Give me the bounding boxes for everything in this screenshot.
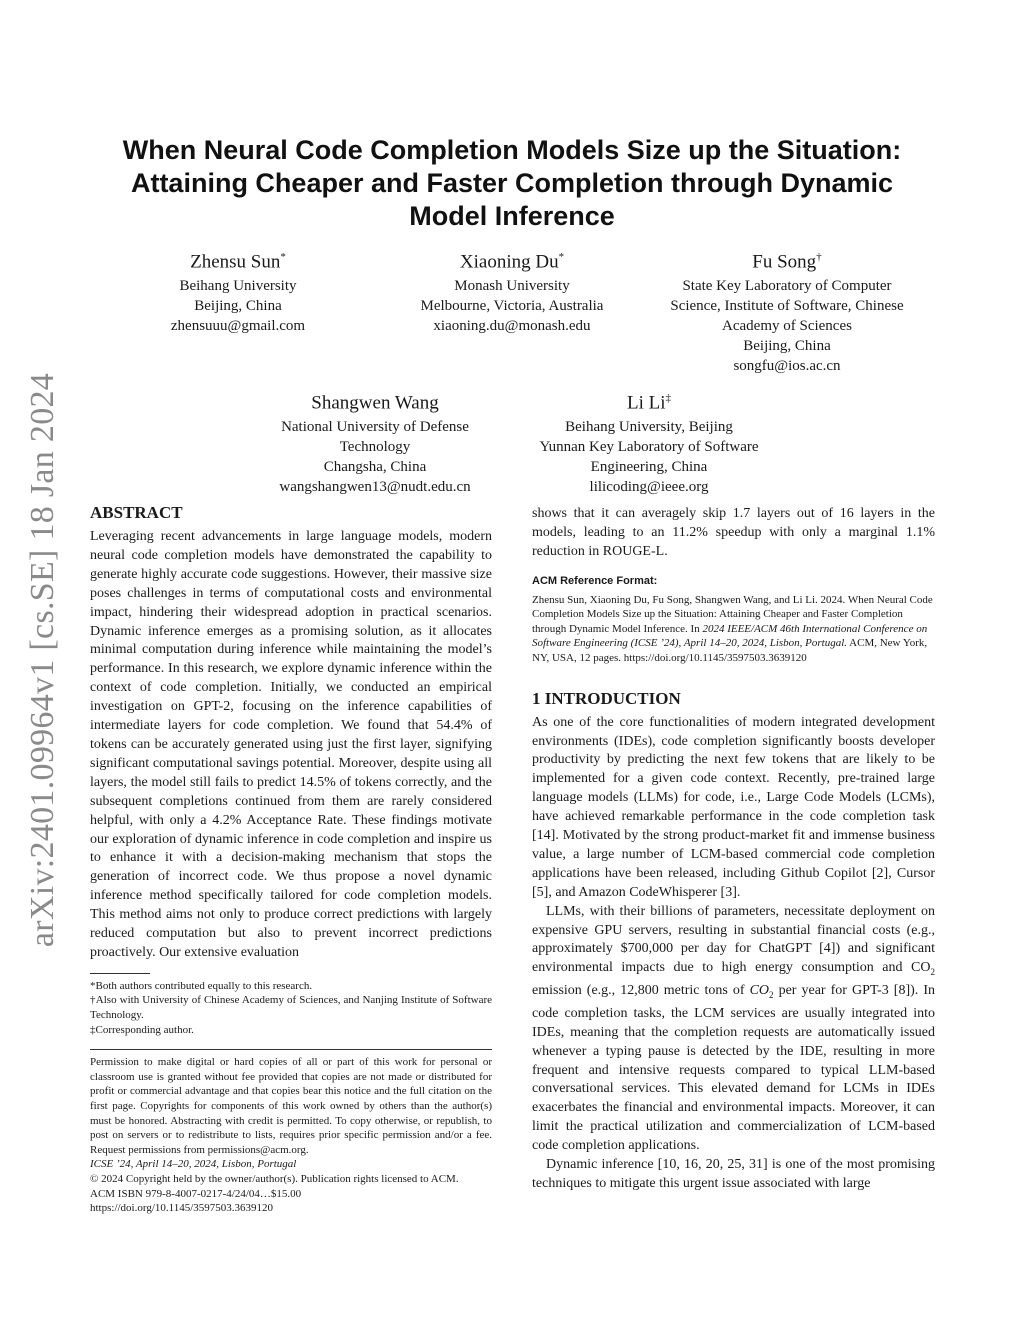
left-column bbox=[90, 502, 492, 1216]
author-location: Changsha, China bbox=[323, 459, 427, 476]
abstract-continuation: shows that it can averagely skip 1.7 layers out of 16 layers in the models, leading to an 11.2% speedup with only a marginal 1.1% reduction in ROUGE-L. bbox=[532, 506, 935, 559]
footnote-2: †Also with University of Chinese Academy of Sciences, and Nanjing Institute of Software Technology. bbox=[90, 994, 492, 1022]
author-affiliation: National University of Defense bbox=[281, 419, 469, 436]
author-email: songfu@ios.ac.cn bbox=[733, 358, 841, 375]
intro-paragraph-1: As one of the core functionalities of modern integrated development environments (IDEs), code completion significantly boosts developer productivity by predicting the next few tokens that are likely to be implemented for a given code context. Recently, pre-trained large language models (LLMs) for code, i.e., Large Code Models (LCMs), have achieved remarkable performance in the code completion task [14]. Motivated by the strong product-market fit and immense business value, a large number of LCM-based commercial code completion applications have been released, including Github Copilot [2], Cursor [5], and Amazon CodeWhisperer [3]. bbox=[532, 714, 935, 900]
acm-reference-heading: ACM Reference Format: bbox=[532, 574, 658, 587]
author-name: Li Li bbox=[626, 392, 666, 414]
intro-paragraph-2: LLMs, with their billions of parameters, necessitate deployment on expensive GPU servers, resulting in substantial financial costs (e.g., approximately $700,000 per day for ChatGPT [4]) and significant environmental impacts due to high energy consumption and $CO_2$ emission (e.g., 12,800 metric tons of $CO_2$ per year for GPT-3 [8]). In code completion tasks, the LCM services are usually integrated into IDEs, meaning that the completion requests are automatically issued whenever a typing pause is detected by the IDE, resulting in more frequent and intensive requests compared to typical LLM-based conversational services. This elevated demand for LCMs in IDEs exacerbates the financial and environmental impacts. Moreover, it can limit the practical utilization and commercialization of LCM-based code completion applications. bbox=[532, 903, 935, 1154]
author-block-4 bbox=[255, 386, 495, 497]
author-block-1 bbox=[138, 245, 338, 336]
author-affiliation: Beihang University, Beijing bbox=[565, 419, 733, 436]
author-mark: * bbox=[558, 251, 565, 263]
author-block-3 bbox=[652, 245, 922, 376]
author-name: Shangwen Wang bbox=[311, 392, 439, 414]
intro-paragraph-3: Dynamic inference [10, 16, 20, 25, 31] is one of the most promising techniques to mitigate this urgent issue associated with large bbox=[532, 1157, 935, 1191]
title-line-2: Attaining Cheaper and Faster Completion through Dynamic bbox=[130, 168, 894, 198]
author-affiliation: Science, Institute of Software, Chinese bbox=[670, 298, 904, 315]
author-location: Beijing, China bbox=[194, 298, 282, 315]
paper-title bbox=[100, 134, 924, 233]
arxiv-identifier: arXiv:2401.09964v1 [cs.SE] 18 Jan 2024 bbox=[24, 372, 61, 948]
acm-reference-text: Zhensu Sun, Xiaoning Du, Fu Song, Shangwen Wang, and Li Li. 2024. When Neural Code Completion Models Size up the Situation: Attaining Cheaper and Faster Completion through Dynamic Model Inference. In 2024 IEEE/ACM 46th International Conference on Software Engineering (ICSE ’24), April 14–20, 2024, Lisbon, Portugal. ACM, New York, NY, USA, 12 pages. https://doi.org/10.1145/3597503.3639120 bbox=[532, 593, 933, 664]
author-email: xiaoning.du@monash.edu bbox=[433, 318, 591, 335]
abstract-heading: ABSTRACT bbox=[90, 503, 183, 522]
author-email: lilicoding@ieee.org bbox=[589, 479, 709, 496]
permission-text: Permission to make digital or hard copies of all or part of this work for personal or classroom use is granted without fee provided that copies are not made or distributed for profit or commercial advantage and that copies bear this notice and the full citation on the first page. Copyrights for components of this work owned by others than the author(s) must be honored. Abstracting with credit is permitted. To copy otherwise, or republish, to post on servers or to redistribute to lists, requires prior specific permission and/or a fee. Request permissions from permissions@acm.org. bbox=[90, 1056, 492, 1156]
venue-line: ICSE ’24, April 14–20, 2024, Lisbon, Portugal bbox=[90, 1158, 297, 1171]
introduction-heading: 1 INTRODUCTION bbox=[532, 688, 681, 708]
author-affiliation: State Key Laboratory of Computer bbox=[682, 278, 892, 295]
footnote-divider bbox=[90, 973, 150, 974]
author-email: zhensuuu@gmail.com bbox=[170, 318, 306, 335]
author-mark: † bbox=[816, 251, 822, 263]
isbn-line: ACM ISBN 979-8-4007-0217-4/24/04…$15.00 bbox=[90, 1187, 302, 1200]
right-column bbox=[532, 505, 935, 1194]
arxiv-sidebar-stamp bbox=[8, 360, 78, 960]
author-location: Engineering, China bbox=[590, 459, 708, 476]
footnotes bbox=[90, 979, 492, 1037]
permission-block bbox=[90, 1055, 492, 1216]
author-affiliation: Monash University bbox=[454, 278, 570, 295]
footnote-1: *Both authors contributed equally to this research. bbox=[90, 979, 313, 992]
author-name: Zhensu Sun bbox=[190, 251, 281, 273]
author-location: Beijing, China bbox=[743, 338, 831, 355]
doi-line: https://doi.org/10.1145/3597503.3639120 bbox=[90, 1202, 274, 1215]
author-block-5 bbox=[519, 386, 779, 497]
author-mark: ‡ bbox=[665, 392, 672, 404]
author-affiliation: Technology bbox=[339, 439, 411, 456]
title-line-1: When Neural Code Completion Models Size up the Situation: bbox=[122, 135, 902, 165]
abstract-text: Leveraging recent advancements in large language models, modern neural code completion models have demonstrated the capability to generate highly accurate code suggestions. However, their massive size poses challenges in terms of computational costs and environmental impact, hindering their widespread adoption in practical scenarios. Dynamic inference emerges as a promising solution, as it allocates minimal computation during inference while maintaining the model’s performance. In this research, we explore dynamic inference within the context of code completion. Initially, we conducted an empirical investigation on GPT-2, focusing on the inference capabilities of intermediate layers for code completion. We found that 54.4% of tokens can be accurately generated using just the first layer, signifying significant computational savings potential. Moreover, despite using all layers, the model still fails to predict 14.5% of tokens correctly, and the subsequent completions continued from them are rarely considered helpful, with only a 4.2% Acceptance Rate. These findings motivate our exploration of dynamic inference in code completion and inspire us to enhance it with a decision-making mechanism that stops the generation of incorrect code. We thus propose a novel dynamic inference method specifically tailored for code completion models. This method aims not only to produce correct predictions with largely reduced computation but also to prevent incorrect predictions proactively. Our extensive evaluation bbox=[90, 529, 492, 960]
author-name: Xiaoning Du bbox=[459, 251, 559, 273]
copyright-line: © 2024 Copyright held by the owner/author(s). Publication rights licensed to ACM. bbox=[90, 1172, 459, 1185]
author-block-2 bbox=[392, 245, 632, 336]
author-affiliation: Yunnan Key Laboratory of Software bbox=[539, 439, 759, 456]
author-affiliation: Beihang University bbox=[179, 278, 297, 295]
author-location: Melbourne, Victoria, Australia bbox=[420, 298, 604, 315]
title-line-3: Model Inference bbox=[409, 201, 615, 231]
author-affiliation: Academy of Sciences bbox=[722, 318, 852, 335]
author-email: wangshangwen13@nudt.edu.cn bbox=[279, 479, 471, 496]
author-name: Fu Song bbox=[752, 251, 817, 273]
footnote-3: ‡Corresponding author. bbox=[90, 1023, 194, 1036]
author-mark: * bbox=[280, 251, 286, 263]
permission-divider bbox=[90, 1049, 492, 1050]
